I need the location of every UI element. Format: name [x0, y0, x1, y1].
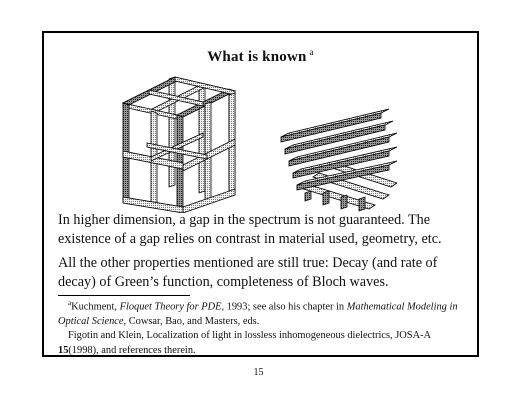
page-number: 15	[253, 367, 264, 378]
footnote-book-title: Mathematical Modeling in Optical Science	[58, 301, 458, 327]
footnote-2-tail: (1998), and references therein.	[68, 344, 196, 356]
paragraph-gap-not-guaranteed: In higher dimension, a gap in the spectrum is not guaranteed. The existence of a gap relies on contrast in material used, geometry, etc.	[58, 212, 442, 247]
slide-title-text: What is known	[207, 49, 307, 65]
footnote-mid-text: , 1993; see also his chapter in	[221, 301, 347, 313]
slide-frame	[42, 31, 479, 357]
slide-title	[44, 47, 477, 66]
footnote-mark: a	[68, 299, 72, 307]
footnote-2-volume: 15	[58, 344, 69, 356]
footnote-end-text: , Cowsar, Bao, and Masters, eds.	[123, 315, 260, 327]
footnote-author: Kuchment,	[71, 301, 120, 313]
footnote-kuchment	[58, 296, 465, 329]
footnotes	[58, 296, 465, 358]
footnote-2-text: Figotin and Klein, Localization of light in lossless inhomogeneous dielectrics, JOSA-A	[68, 330, 431, 342]
title-footnote-mark: a	[309, 47, 314, 57]
footnote-work-title: Floquet Theory for PDE	[119, 301, 222, 313]
cubic-lattice-figure	[117, 73, 242, 213]
footnote-figotin-klein	[58, 329, 465, 358]
paragraph-other-properties: All the other properties mentioned are still true: Decay (and rate of decay) of Green’s function, completeness of Bloch waves.	[58, 255, 438, 290]
woodpile-figure	[277, 101, 397, 216]
